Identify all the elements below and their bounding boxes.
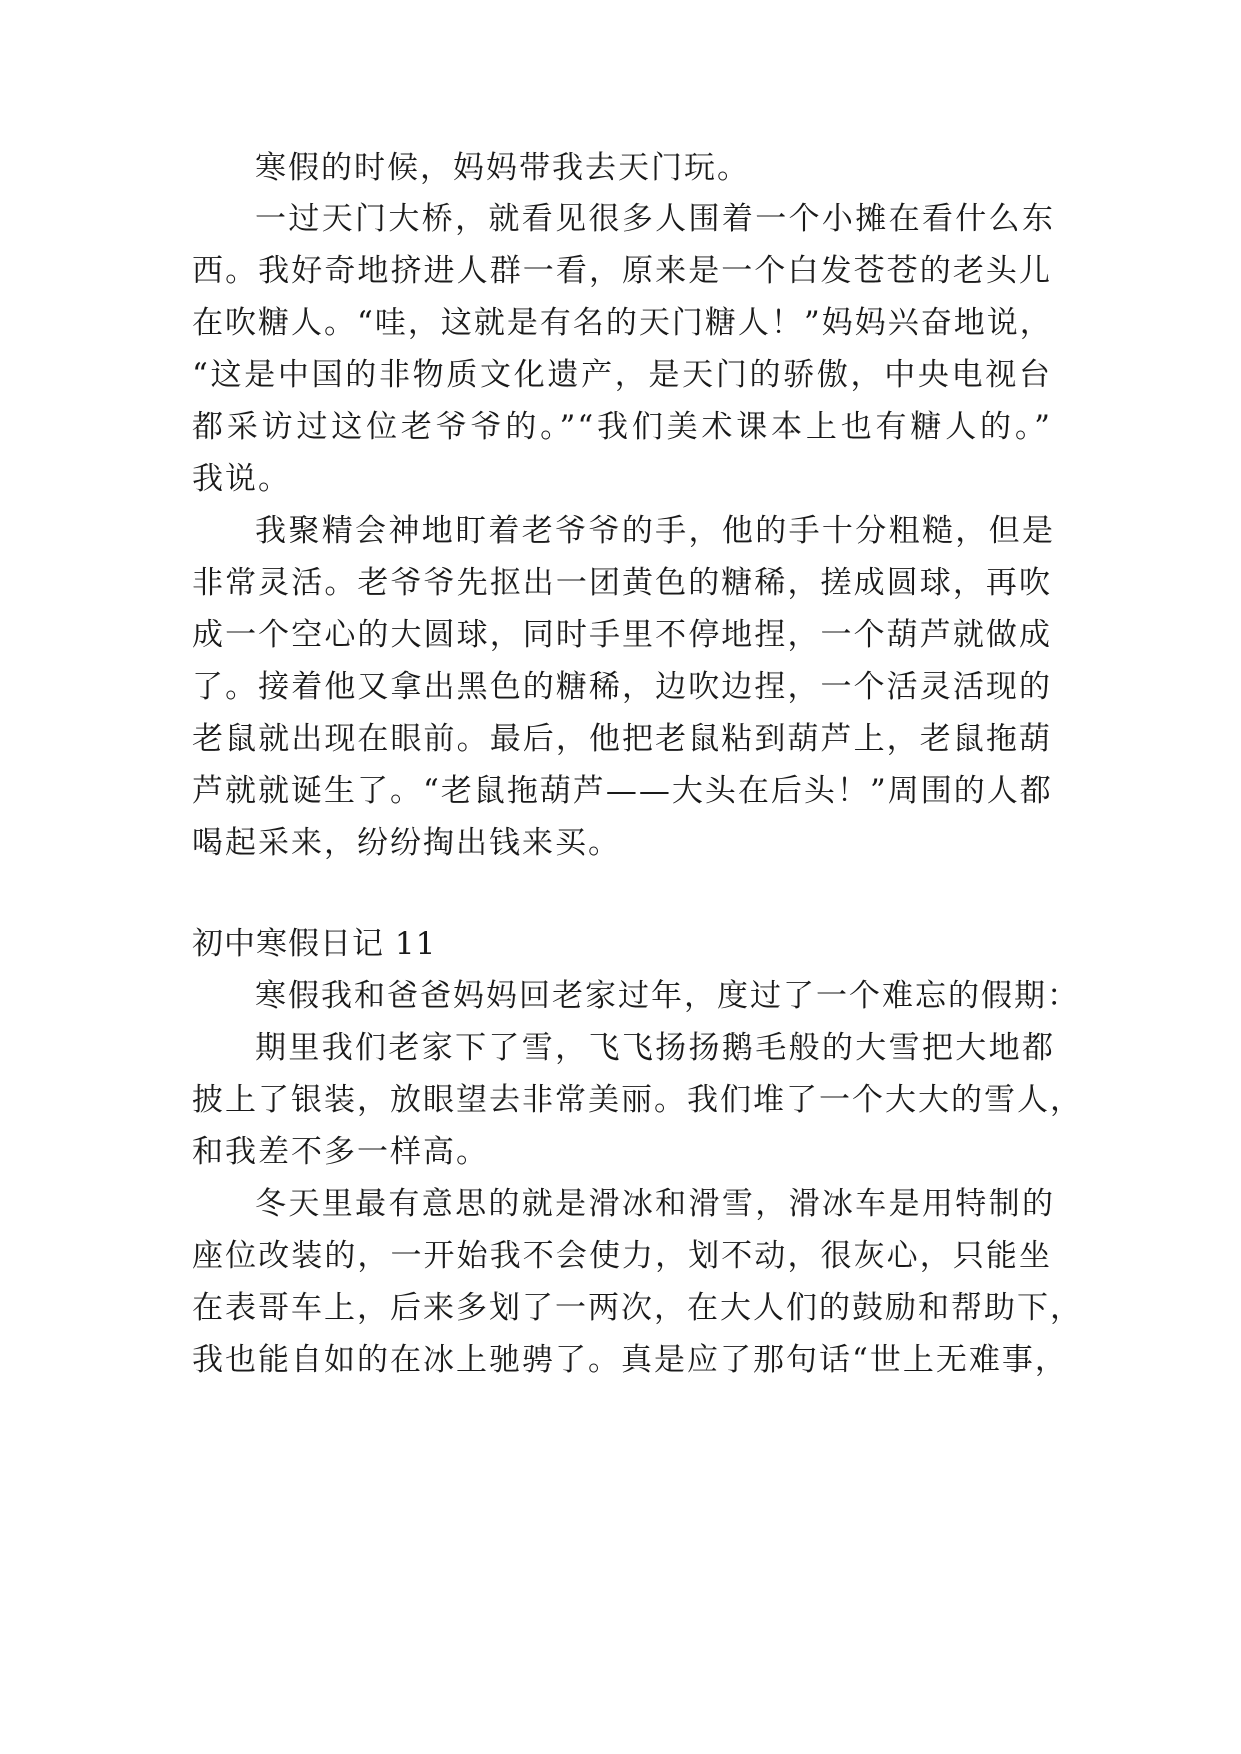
paragraph-line: 喝起采来，纷纷掏出钱来买。 <box>192 825 621 861</box>
paragraph-line: 披上了银装，放眼望去非常美丽。我们堆了一个大大的雪人， <box>192 1082 1083 1118</box>
paragraph-line: 西。我好奇地挤进人群一看，原来是一个白发苍苍的老头儿 <box>192 253 1052 289</box>
paragraph-line: 和我差不多一样高。 <box>192 1134 489 1170</box>
paragraph-line: 都采访过这位老爷爷的。”“我们美术课本上也有糖人的。” <box>192 409 1052 445</box>
paragraph-line: 了。接着他又拿出黑色的糖稀，边吹边捏，一个活灵活现的 <box>192 669 1052 705</box>
paragraph-line: 成一个空心的大圆球，同时手里不停地捏，一个葫芦就做成 <box>192 617 1052 653</box>
paragraph-line: 期里我们老家下了雪，飞飞扬扬鹅毛般的大雪把大地都 <box>255 1030 1055 1066</box>
paragraph-line: 我聚精会神地盯着老爷爷的手，他的手十分粗糙，但是 <box>255 513 1055 549</box>
paragraph-line: 我说。 <box>192 461 291 497</box>
paragraph-line: 非常灵活。老爷爷先抠出一团黄色的糖稀，搓成圆球，再吹 <box>192 565 1052 601</box>
paragraph-line: 寒假的时候，妈妈带我去天门玩。 <box>255 150 750 186</box>
paragraph-line: 我也能自如的在冰上驰骋了。真是应了那句话“世上无难事， <box>192 1342 1068 1378</box>
paragraph-line: 寒假我和爸爸妈妈回老家过年，度过了一个难忘的假期： <box>255 978 1080 1014</box>
paragraph-line: 座位改装的，一开始我不会使力，划不动，很灰心，只能坐 <box>192 1238 1052 1274</box>
paragraph-line: 老鼠就出现在眼前。最后，他把老鼠粘到葫芦上，老鼠拖葫 <box>192 721 1052 757</box>
section-title: 初中寒假日记 11 <box>192 926 437 962</box>
paragraph-line: 在吹糖人。“哇，这就是有名的天门糖人！”妈妈兴奋地说， <box>192 305 1053 341</box>
paragraph-line: 冬天里最有意思的就是滑冰和滑雪，滑冰车是用特制的 <box>255 1186 1055 1222</box>
paragraph-line: “这是中国的非物质文化遗产，是天门的骄傲，中央电视台 <box>192 357 1052 393</box>
paragraph-line: 在表哥车上，后来多划了一两次，在大人们的鼓励和帮助下， <box>192 1290 1083 1326</box>
paragraph-line: 芦就就诞生了。“老鼠拖葫芦——大头在后头！”周围的人都 <box>192 773 1053 809</box>
paragraph-line: 一过天门大桥，就看见很多人围着一个小摊在看什么东 <box>255 201 1055 237</box>
